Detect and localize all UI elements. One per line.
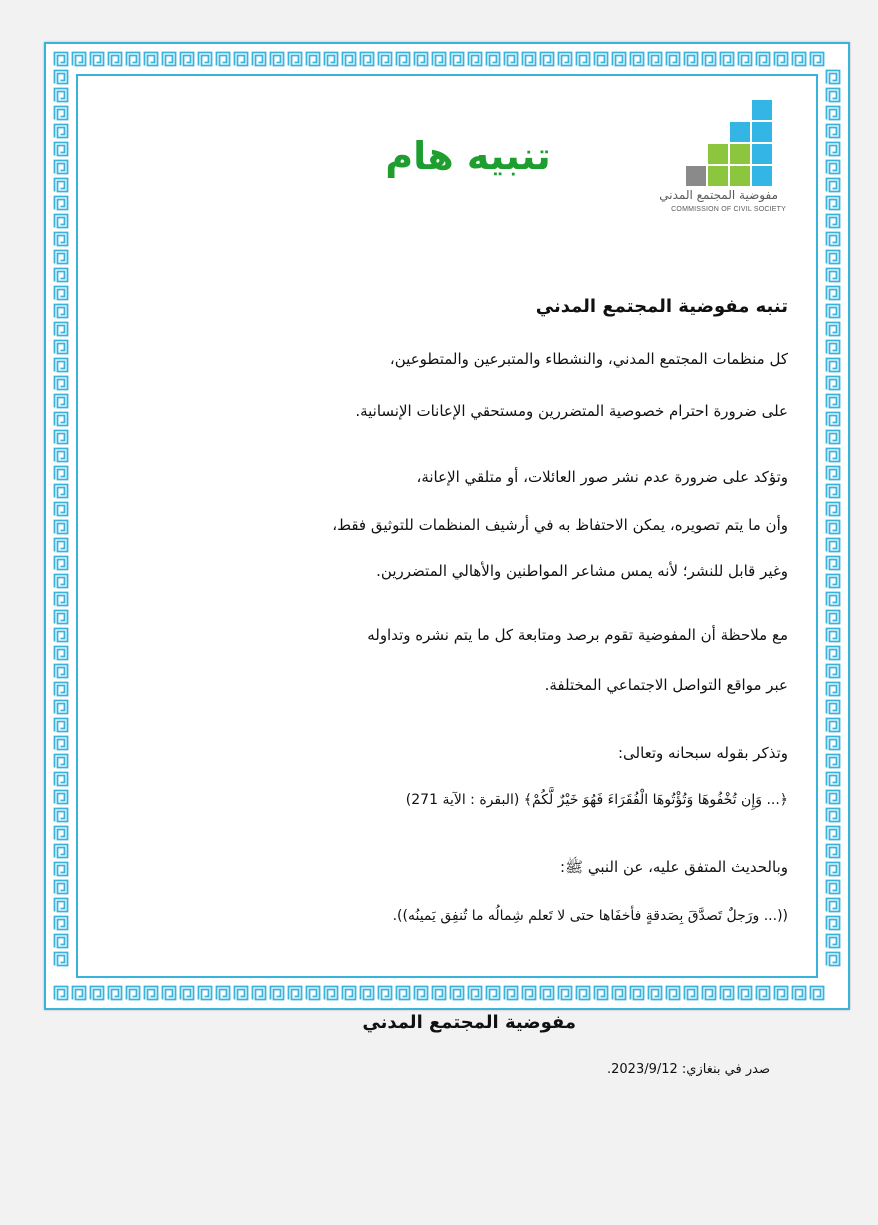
logo-squares-icon [686, 100, 776, 190]
logo-square [708, 166, 728, 186]
logo-square [708, 144, 728, 164]
body-line: على ضرورة احترام خصوصية المتضررين ومستحقي الإعانات الإنسانية. [355, 402, 788, 420]
logo-square [752, 100, 772, 120]
logo-square [752, 166, 772, 186]
body-line: عبر مواقع التواصل الاجتماعي المختلفة. [544, 676, 788, 694]
logo-square [752, 122, 772, 142]
notice-content [78, 76, 816, 1033]
logo-square [730, 166, 750, 186]
logo-square [752, 144, 772, 164]
body-line: وتذكر بقوله سبحانه وتعالى: [617, 744, 788, 762]
body-line: مع ملاحظة أن المفوضية تقوم برصد ومتابعة كل ما يتم نشره وتداوله [367, 626, 788, 644]
issue-date: صدر في بنغازي: 2023/9/12. [606, 1062, 770, 1077]
body-line: وأن ما يتم تصويره، يمكن الاحتفاظ به في أرشيف المنظمات للتوثيق فقط، [332, 516, 788, 534]
body-line: وتؤكد على ضرورة عدم نشر صور العائلات، أو متلقي الإعانة، [416, 468, 788, 486]
body-line: وبالحديث المتفق عليه، عن النبي ﷺ: [559, 858, 788, 876]
page-title: تنبيه هام [385, 134, 551, 178]
logo-square [686, 166, 706, 186]
logo-name-arabic: مفوضية المجتمع المدني [659, 188, 778, 202]
logo-square [730, 144, 750, 164]
commission-logo [656, 100, 796, 220]
hadith-quote: ((... ورَجلٌ تَصدَّقَ بِصَدقةٍ فأخفَاها حتى لا تَعلم شِمالُه ما تُنفِق يَمينُه)). [392, 908, 788, 924]
body-line: وغير قابل للنشر؛ لأنه يمس مشاعر المواطنين والأهالي المتضررين. [376, 562, 788, 580]
quran-verse: ﴿... وَإِن تُخْفُوهَا وَتُؤْتُوهَا الْفُقَرَاءَ فَهُوَ خَيْرٌ لَّكُمْ﴾ (البقرة : الآية 271) [405, 792, 788, 808]
logo-square [730, 122, 750, 142]
body-line: كل منظمات المجتمع المدني، والنشطاء والمتبرعين والمتطوعين، [389, 350, 788, 368]
notice-sheet [44, 42, 850, 1077]
logo-name-english: COMMISSION OF CIVIL SOCIETY [671, 206, 786, 213]
notice-heading: تنبه مفوضية المجتمع المدني [535, 296, 788, 317]
signature: مفوضية المجتمع المدني [362, 1012, 576, 1033]
